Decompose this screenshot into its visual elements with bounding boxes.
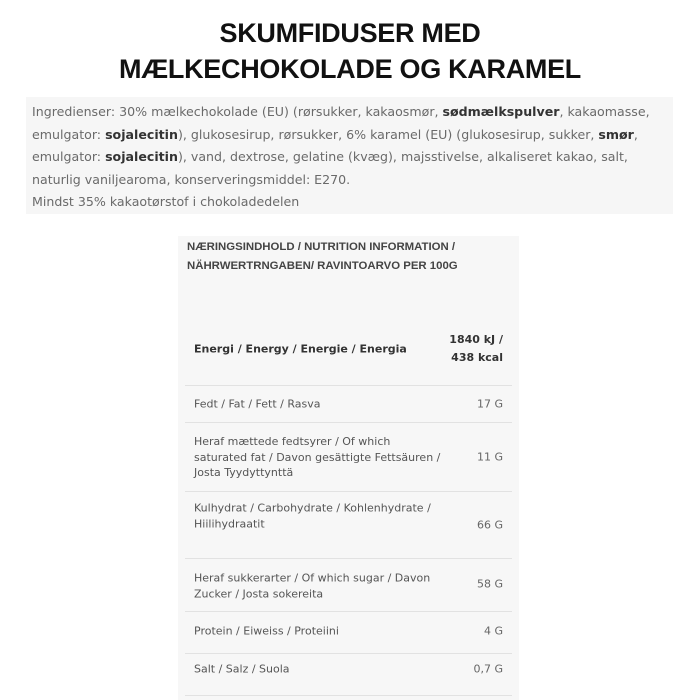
allergen-soy-lecithin: sojalecitin (105, 149, 178, 164)
nutrition-label: Salt / Salz / Suola (194, 662, 290, 676)
nutrition-header-line-2: NÄHRWERTRNGABEN/ RAVINTOARVO PER 100G (187, 260, 458, 272)
nutrition-label: Protein / Eiweiss / Proteiini (194, 624, 339, 638)
nutrition-value: 66 G (476, 518, 503, 532)
nutrition-label: Energi / Energy / Energie / Energia (194, 342, 407, 356)
allergen-butter: smør (598, 127, 634, 142)
cocoa-solids-note: Mindst 35% kakaotørstof i chokoladedelen (32, 194, 300, 209)
nutrition-table (178, 236, 519, 700)
nutrition-value: 58 G (476, 577, 503, 591)
nutrition-label: Kulhydrat / Carbohydrate / Kohlenhydrate / Hiilihydraatit (194, 501, 431, 530)
product-title-line-2: MÆLKECHOKOLADE OG KARAMEL (119, 54, 581, 84)
nutrition-row-carbohydrate (185, 491, 512, 559)
nutrition-value: 0,7 G (473, 662, 503, 676)
nutrition-header-line-1: NÆRINGSINDHOLD / NUTRITION INFORMATION / (187, 241, 456, 253)
ingredients-line-2: emulgator: sojalecitin), glukosesirup, rørsukker, 6% karamel (EU) (glukosesirup, sukker, smør, (32, 127, 638, 142)
nutrition-value: 11 G (476, 450, 503, 464)
nutrition-value: 17 G (476, 397, 503, 411)
nutrition-label: Fedt / Fat / Fett / Rasva (194, 397, 321, 411)
ingredients-box (26, 97, 673, 214)
nutrition-row-sugar (185, 558, 512, 612)
ingredients-line-1: Ingredienser: 30% mælkechokolade (EU) (rørsukker, kakaosmør, sødmælkspulver, kakaomasse, (32, 104, 650, 119)
ingredients-line-3: emulgator: sojalecitin), vand, dextrose, gelatine (kvæg), majsstivelse, alkaliseret kakao, salt, (32, 149, 628, 164)
nutrition-label: Heraf mættede fedtsyrer / Of which saturated fat / Davon gesättigte Fettsäuren / Josta Tyydyttynttä (194, 434, 441, 479)
ingredients-line-4: naturlig vaniljearoma, konserveringsmiddel: E270. (32, 172, 351, 187)
nutrition-row-salt (185, 653, 512, 696)
nutrition-row-energy (185, 318, 512, 386)
product-title-line-1: SKUMFIDUSER MED (219, 18, 481, 48)
allergen-milk-powder: sødmælkspulver (442, 104, 560, 119)
nutrition-row-fat (185, 385, 512, 423)
nutrition-value: 1840 kJ / 438 kcal (449, 333, 503, 364)
nutrition-row-protein (185, 611, 512, 654)
allergen-soy-lecithin: sojalecitin (105, 127, 178, 142)
nutrition-value: 4 G (483, 624, 503, 638)
nutrition-label: Heraf sukkerarter / Of which sugar / Davon Zucker / Josta sokereita (194, 571, 431, 600)
nutrition-row-saturated-fat (185, 422, 512, 492)
